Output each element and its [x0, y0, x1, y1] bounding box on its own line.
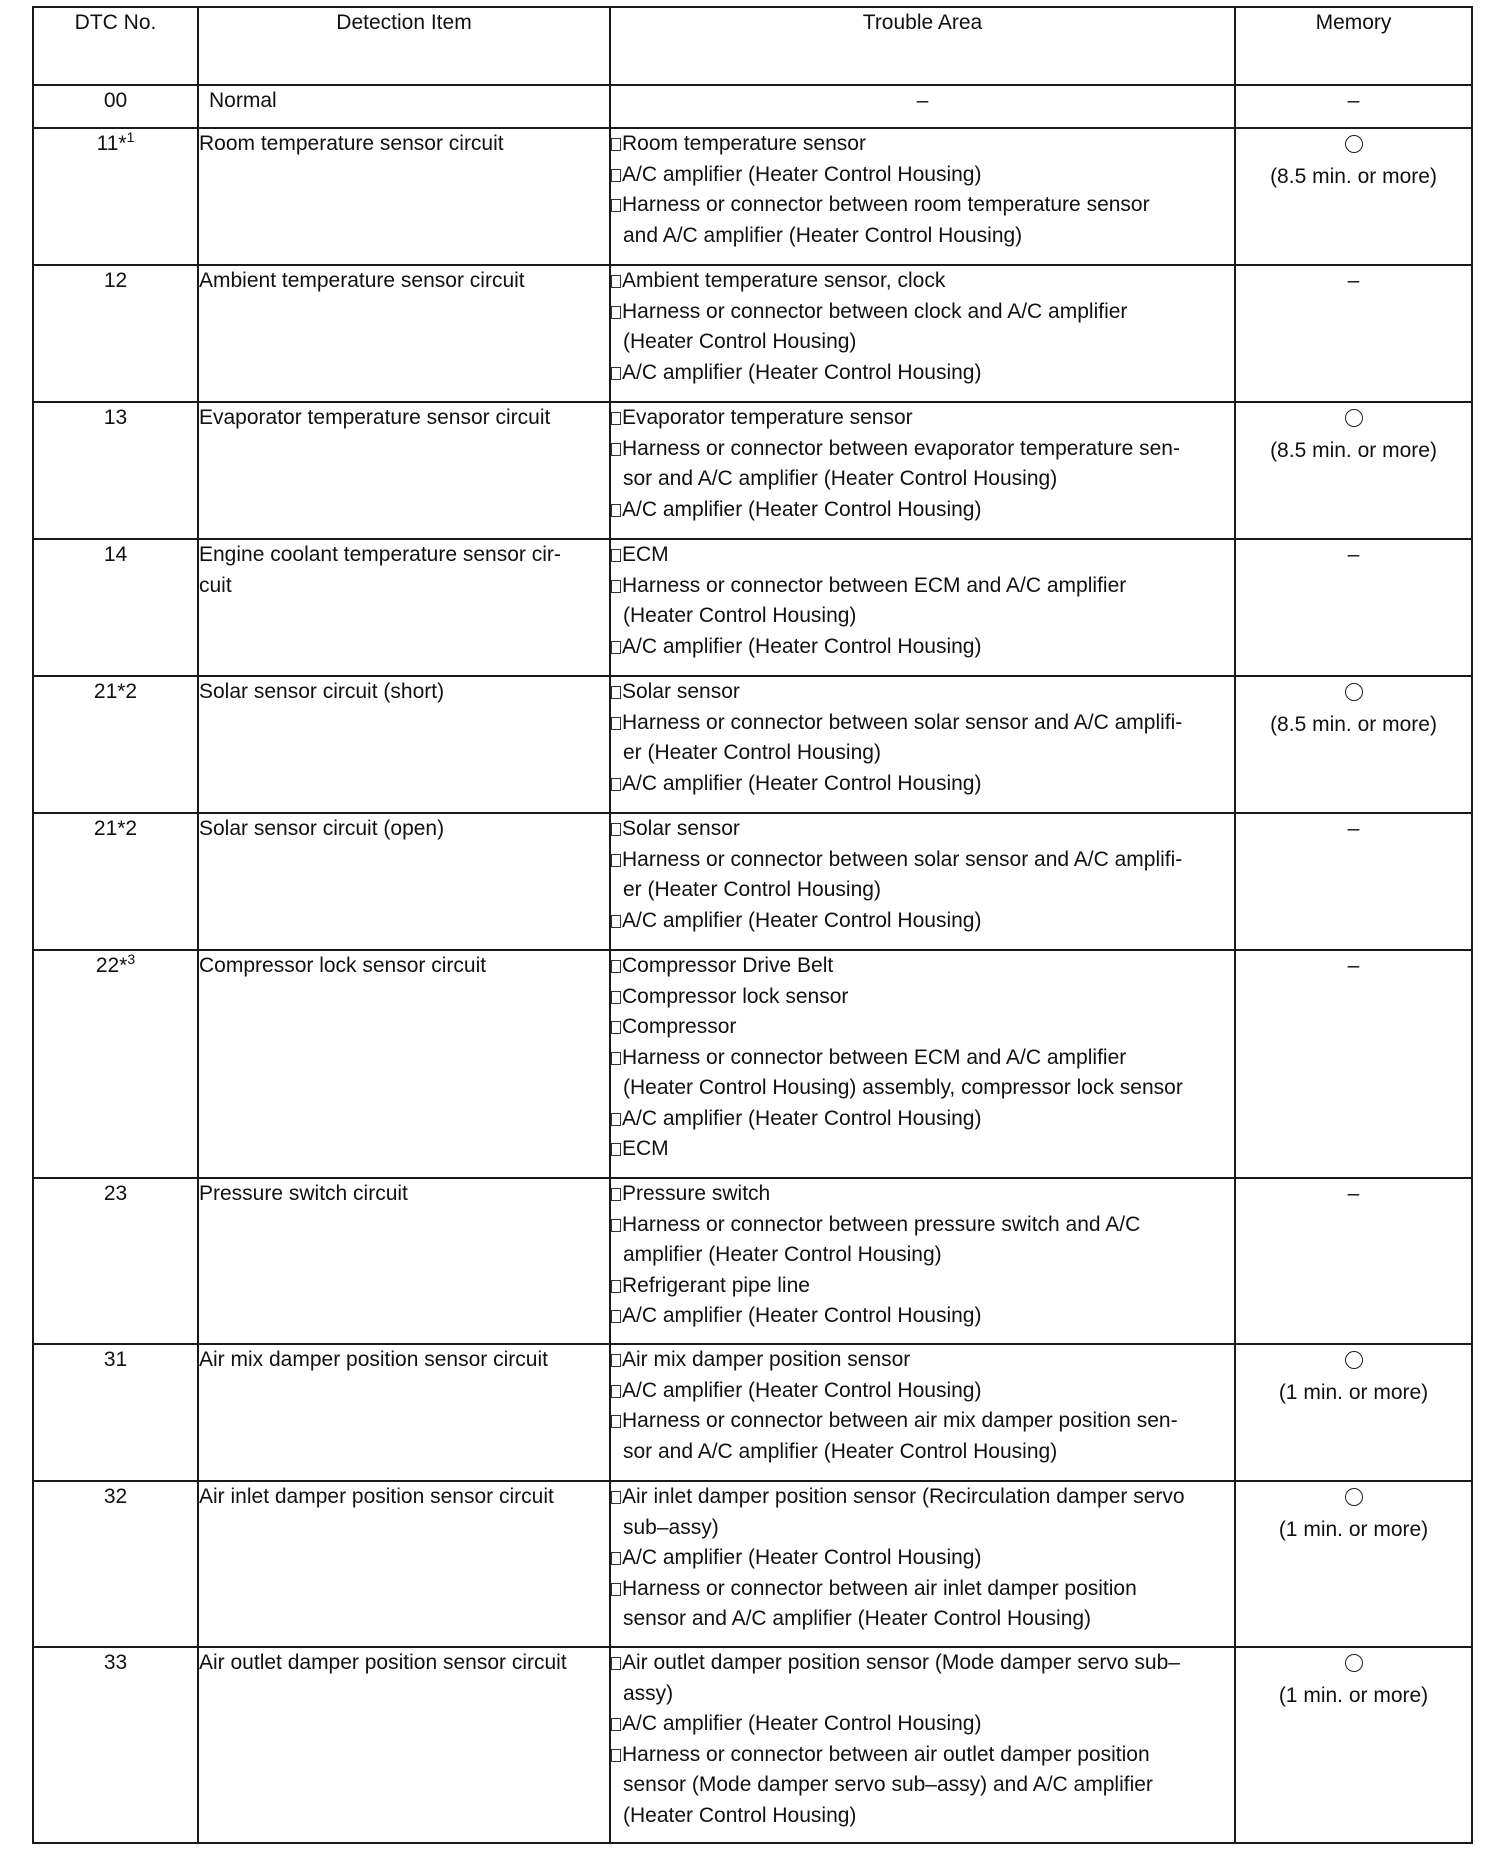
circle-icon: [1345, 135, 1363, 153]
detection-item: [198, 676, 610, 813]
trouble-area-item: [611, 814, 1234, 845]
trouble-area-item: [611, 434, 1234, 465]
circle-icon: [1345, 1351, 1363, 1369]
dtc-number-text: 33: [103, 1651, 128, 1674]
table-row: [33, 950, 1472, 1178]
memory: [1235, 539, 1472, 676]
checkbox-icon: [611, 1385, 621, 1398]
trouble-area-item: [611, 1574, 1234, 1605]
memory: [1235, 676, 1472, 813]
trouble-area-item-text: Harness or connector between evaporator temperature sen-: [622, 436, 1180, 460]
dtc-number-text: 21*2: [93, 680, 138, 703]
trouble-area-item: [611, 845, 1234, 876]
header-memory: Memory: [1235, 7, 1472, 85]
dtc-number-text: 14: [103, 543, 128, 566]
header-detection-item: Detection Item: [198, 7, 610, 85]
trouble-area: [610, 950, 1235, 1178]
trouble-area-item: [611, 403, 1234, 434]
trouble-area-item: [611, 982, 1234, 1013]
memory-text: –: [1347, 543, 1360, 566]
checkbox-icon: [611, 1280, 621, 1293]
checkbox-icon: [611, 854, 621, 867]
trouble-area-item-text: Compressor Drive Belt: [622, 954, 834, 977]
checkbox-icon: [611, 1552, 621, 1565]
dtc-table-page: [32, 6, 1473, 1844]
table-row: [33, 1178, 1472, 1344]
dtc-number-text: 13: [103, 406, 128, 429]
memory-text: –: [1347, 269, 1360, 292]
trouble-area-item: [611, 1345, 1234, 1376]
checkbox-icon: [611, 1354, 621, 1367]
trouble-area-continuation: amplifier (Heater Control Housing): [623, 1243, 942, 1266]
circle-icon: [1345, 1654, 1363, 1672]
trouble-area-item: [611, 906, 1234, 937]
checkbox-icon: [611, 275, 621, 288]
memory: [1235, 1647, 1472, 1843]
dtc-number-text: 12: [103, 269, 128, 292]
dtc-number: [33, 1178, 198, 1344]
checkbox-icon: [611, 1583, 621, 1596]
checkbox-icon: [611, 549, 621, 562]
trouble-area-item-text: ECM: [622, 1137, 669, 1160]
detection-item: [198, 813, 610, 950]
dtc-number: [33, 85, 198, 128]
checkbox-icon: [611, 1718, 621, 1731]
table-row: [33, 85, 1472, 128]
dtc-number: [33, 1647, 198, 1843]
table-row: [33, 539, 1472, 676]
trouble-area-item: [611, 1740, 1234, 1771]
table-body: [33, 85, 1472, 1843]
detection-item-text: Air outlet damper position sensor circuit: [199, 1651, 567, 1674]
trouble-area-item-text: Air mix damper position sensor: [622, 1348, 911, 1371]
trouble-area-continuation: and A/C amplifier (Heater Control Housing): [623, 223, 1023, 247]
trouble-area-item: [611, 1012, 1234, 1043]
trouble-area-item-text: A/C amplifier (Heater Control Housing): [622, 908, 982, 932]
memory-text: (8.5 min. or more): [1270, 713, 1437, 736]
trouble-area-item: [611, 129, 1234, 160]
dtc-number: [33, 539, 198, 676]
table-row: [33, 1344, 1472, 1481]
memory-text: (1 min. or more): [1278, 1381, 1429, 1404]
memory: [1235, 1178, 1472, 1344]
trouble-area-item-text: A/C amplifier (Heater Control Housing): [622, 162, 982, 186]
header-trouble-area: Trouble Area: [610, 7, 1235, 85]
detection-item-text: Pressure switch circuit: [199, 1182, 408, 1205]
trouble-area-item-text: A/C amplifier (Heater Control Housing): [622, 360, 982, 384]
trouble-area: [610, 128, 1235, 265]
trouble-area-continuation: sor and A/C amplifier (Heater Control Housing): [623, 467, 1058, 490]
detection-item-text: Room temperature sensor circuit: [199, 132, 504, 155]
trouble-area-item: [611, 1301, 1234, 1332]
memory: [1235, 265, 1472, 402]
trouble-area-item: [611, 677, 1234, 708]
trouble-area-item-text: Harness or connector between solar sensor and A/C amplifi-: [622, 710, 1183, 734]
trouble-area: [610, 265, 1235, 402]
trouble-area: [610, 813, 1235, 950]
trouble-area-continuation: (Heater Control Housing): [623, 604, 857, 627]
trouble-area-item: [611, 1104, 1234, 1135]
detection-item: [198, 1178, 610, 1344]
trouble-area-item-text: Air outlet damper position sensor (Mode damper servo sub–: [622, 1651, 1180, 1674]
trouble-area-item: [611, 1709, 1234, 1740]
trouble-area-item-text: A/C amplifier (Heater Control Housing): [622, 634, 982, 658]
trouble-area-item-text: ECM: [622, 543, 669, 566]
circle-icon: [1345, 683, 1363, 701]
trouble-area-item: [611, 495, 1234, 526]
trouble-area-item: [611, 632, 1234, 663]
detection-item: [198, 402, 610, 539]
dtc-number: [33, 676, 198, 813]
trouble-area-item: [611, 1376, 1234, 1407]
checkbox-icon: [611, 1749, 621, 1762]
trouble-area-continuation: er (Heater Control Housing): [623, 741, 881, 764]
checkbox-icon: [611, 686, 621, 699]
detection-item-text: Evaporator temperature sensor circuit: [199, 406, 551, 429]
checkbox-icon: [611, 1219, 621, 1232]
trouble-area: [610, 676, 1235, 813]
memory: [1235, 1344, 1472, 1481]
dtc-number-text: 31: [103, 1348, 128, 1371]
memory: [1235, 85, 1472, 128]
trouble-area-item-text: Harness or connector between ECM and A/C amplifier: [622, 1045, 1127, 1069]
detection-item-text: Engine coolant temperature sensor cir-: [199, 543, 561, 566]
checkbox-icon: [611, 1188, 621, 1201]
trouble-area-continuation: (Heater Control Housing) assembly, compressor lock sensor: [623, 1076, 1183, 1099]
checkbox-icon: [611, 1310, 621, 1323]
memory: [1235, 128, 1472, 265]
dtc-table: [32, 6, 1473, 1844]
checkbox-icon: [611, 991, 621, 1004]
trouble-area-item-text: Harness or connector between clock and A/C amplifier: [622, 299, 1128, 323]
trouble-area-item-text: Compressor lock sensor: [622, 984, 849, 1008]
trouble-area-continuation: sor and A/C amplifier (Heater Control Housing): [623, 1439, 1058, 1463]
trouble-area: [610, 1344, 1235, 1481]
trouble-area: [610, 1481, 1235, 1647]
memory-text: (8.5 min. or more): [1270, 439, 1437, 462]
detection-item-text: Solar sensor circuit (short): [199, 680, 445, 703]
trouble-area-continuation: sensor and A/C amplifier (Heater Control Housing): [623, 1607, 1092, 1630]
trouble-area-item-text: Harness or connector between air mix damper position sen-: [622, 1409, 1178, 1432]
detection-item-text: Compressor lock sensor circuit: [199, 954, 487, 977]
memory: [1235, 402, 1472, 539]
trouble-area-item: [611, 1210, 1234, 1241]
trouble-area-item-text: Harness or connector between pressure switch and A/C: [622, 1212, 1141, 1236]
dtc-number-text: 23: [103, 1182, 128, 1205]
trouble-area-item-text: Evaporator temperature sensor: [622, 406, 913, 429]
trouble-area: [610, 539, 1235, 676]
trouble-area-item-text: Harness or connector between air outlet damper position: [622, 1742, 1150, 1766]
trouble-area-item-text: A/C amplifier (Heater Control Housing): [622, 1106, 982, 1130]
table-row: [33, 1647, 1472, 1843]
trouble-area-item: [611, 571, 1234, 602]
trouble-area-item-text: Solar sensor: [622, 680, 740, 703]
memory: [1235, 813, 1472, 950]
trouble-area-dash: –: [916, 89, 929, 112]
trouble-area-item: [611, 266, 1234, 297]
trouble-area-continuation: sub–assy): [623, 1515, 719, 1539]
trouble-area-item-text: A/C amplifier (Heater Control Housing): [622, 1546, 982, 1569]
trouble-area-item-text: Harness or connector between solar sensor and A/C amplifi-: [622, 847, 1183, 871]
detection-item: [198, 128, 610, 265]
checkbox-icon: [611, 1491, 621, 1504]
trouble-area-item: [611, 358, 1234, 389]
trouble-area: [610, 1178, 1235, 1344]
trouble-area-item-text: Pressure switch: [622, 1182, 771, 1205]
trouble-area-item: [611, 297, 1234, 328]
table-row: [33, 402, 1472, 539]
dtc-number: [33, 402, 198, 539]
checkbox-icon: [611, 778, 621, 791]
dtc-number: [33, 265, 198, 402]
memory-text: –: [1347, 89, 1360, 112]
detection-item-text: Normal: [209, 89, 277, 112]
trouble-area-item: [611, 1648, 1234, 1679]
header-row: [33, 7, 1472, 85]
checkbox-icon: [611, 1657, 621, 1670]
circle-icon: [1345, 409, 1363, 427]
trouble-area-item-text: Room temperature sensor: [622, 132, 866, 155]
memory-text: –: [1347, 1182, 1360, 1205]
trouble-area: [610, 1647, 1235, 1843]
dtc-number: [33, 128, 198, 265]
checkbox-icon: [611, 823, 621, 836]
memory: [1235, 1481, 1472, 1647]
dtc-footnote-mark: 3: [127, 951, 136, 967]
checkbox-icon: [611, 169, 621, 182]
checkbox-icon: [611, 915, 621, 928]
trouble-area-continuation: (Heater Control Housing): [623, 1803, 857, 1827]
dtc-number-text: 32: [103, 1485, 128, 1508]
dtc-number: [33, 950, 198, 1178]
dtc-number-text: 00: [103, 89, 128, 112]
trouble-area-item-text: Ambient temperature sensor, clock: [622, 269, 946, 292]
checkbox-icon: [611, 1113, 621, 1126]
dtc-number-text: 11*: [96, 132, 127, 155]
memory-text: –: [1347, 954, 1360, 977]
checkbox-icon: [611, 580, 621, 593]
trouble-area-continuation: sensor (Mode damper servo sub–assy) and A/C amplifier: [623, 1773, 1153, 1796]
trouble-area: [610, 402, 1235, 539]
checkbox-icon: [611, 138, 621, 151]
trouble-area-item: [611, 1271, 1234, 1302]
trouble-area-item: [611, 540, 1234, 571]
trouble-area-item: [611, 951, 1234, 982]
trouble-area-item-text: A/C amplifier (Heater Control Housing): [622, 497, 982, 521]
trouble-area-item-text: Harness or connector between room temperature sensor: [622, 193, 1150, 216]
memory: [1235, 950, 1472, 1178]
table-row: [33, 1481, 1472, 1647]
table-row: [33, 676, 1472, 813]
detection-item: [198, 539, 610, 676]
detection-item: [198, 85, 610, 128]
trouble-area-item-text: Air inlet damper position sensor (Recirculation damper servo: [622, 1485, 1185, 1508]
trouble-area-item-text: Harness or connector between air inlet damper position: [622, 1576, 1137, 1600]
checkbox-icon: [611, 960, 621, 973]
trouble-area-item: [611, 190, 1234, 221]
dtc-number-text: 22*: [95, 954, 128, 977]
trouble-area-item-text: A/C amplifier (Heater Control Housing): [622, 1712, 982, 1735]
detection-item-text: Solar sensor circuit (open): [199, 817, 445, 840]
dtc-number: [33, 1481, 198, 1647]
checkbox-icon: [611, 1052, 621, 1065]
detection-item: [198, 1344, 610, 1481]
trouble-area-item: [611, 1482, 1234, 1513]
header-dtc-no: DTC No.: [33, 7, 198, 85]
checkbox-icon: [611, 367, 621, 380]
memory-text: (1 min. or more): [1278, 1518, 1429, 1541]
detection-item-text: Ambient temperature sensor circuit: [199, 269, 525, 292]
trouble-area-item: [611, 1179, 1234, 1210]
table-row: [33, 128, 1472, 265]
checkbox-icon: [611, 504, 621, 517]
detection-item-text: cuit: [199, 573, 232, 597]
trouble-area-item-text: Harness or connector between ECM and A/C amplifier: [622, 573, 1127, 597]
trouble-area-item: [611, 1406, 1234, 1437]
detection-item: [198, 950, 610, 1178]
trouble-area-item: [611, 1134, 1234, 1165]
trouble-area-item: [611, 1043, 1234, 1074]
dtc-number: [33, 813, 198, 950]
trouble-area: [610, 85, 1235, 128]
checkbox-icon: [611, 1143, 621, 1156]
checkbox-icon: [611, 443, 621, 456]
detection-item: [198, 265, 610, 402]
trouble-area-item: [611, 160, 1234, 191]
trouble-area-item: [611, 1543, 1234, 1574]
trouble-area-item-text: Solar sensor: [622, 817, 740, 840]
memory-text: (1 min. or more): [1278, 1684, 1429, 1707]
trouble-area-item: [611, 769, 1234, 800]
circle-icon: [1345, 1488, 1363, 1506]
detection-item: [198, 1647, 610, 1843]
checkbox-icon: [611, 641, 621, 654]
checkbox-icon: [611, 1415, 621, 1428]
trouble-area-item-text: Refrigerant pipe line: [622, 1273, 810, 1297]
trouble-area-item: [611, 708, 1234, 739]
dtc-number-text: 21*2: [93, 817, 138, 840]
detection-item: [198, 1481, 610, 1647]
checkbox-icon: [611, 717, 621, 730]
trouble-area-continuation: (Heater Control Housing): [623, 330, 857, 353]
detection-item-text: Air mix damper position sensor circuit: [199, 1348, 548, 1371]
dtc-number: [33, 1344, 198, 1481]
memory-text: (8.5 min. or more): [1270, 165, 1437, 188]
trouble-area-continuation: er (Heater Control Housing): [623, 878, 881, 901]
trouble-area-item-text: Compressor: [622, 1015, 737, 1038]
memory-text: –: [1347, 817, 1360, 840]
checkbox-icon: [611, 306, 621, 319]
checkbox-icon: [611, 199, 621, 212]
checkbox-icon: [611, 412, 621, 425]
table-row: [33, 265, 1472, 402]
detection-item-text: Air inlet damper position sensor circuit: [199, 1485, 554, 1508]
checkbox-icon: [611, 1021, 621, 1034]
trouble-area-item-text: A/C amplifier (Heater Control Housing): [622, 1378, 982, 1402]
dtc-footnote-mark: 1: [126, 129, 135, 145]
trouble-area-item-text: A/C amplifier (Heater Control Housing): [622, 771, 982, 795]
table-row: [33, 813, 1472, 950]
trouble-area-continuation: assy): [623, 1681, 674, 1705]
trouble-area-item-text: A/C amplifier (Heater Control Housing): [622, 1304, 982, 1327]
